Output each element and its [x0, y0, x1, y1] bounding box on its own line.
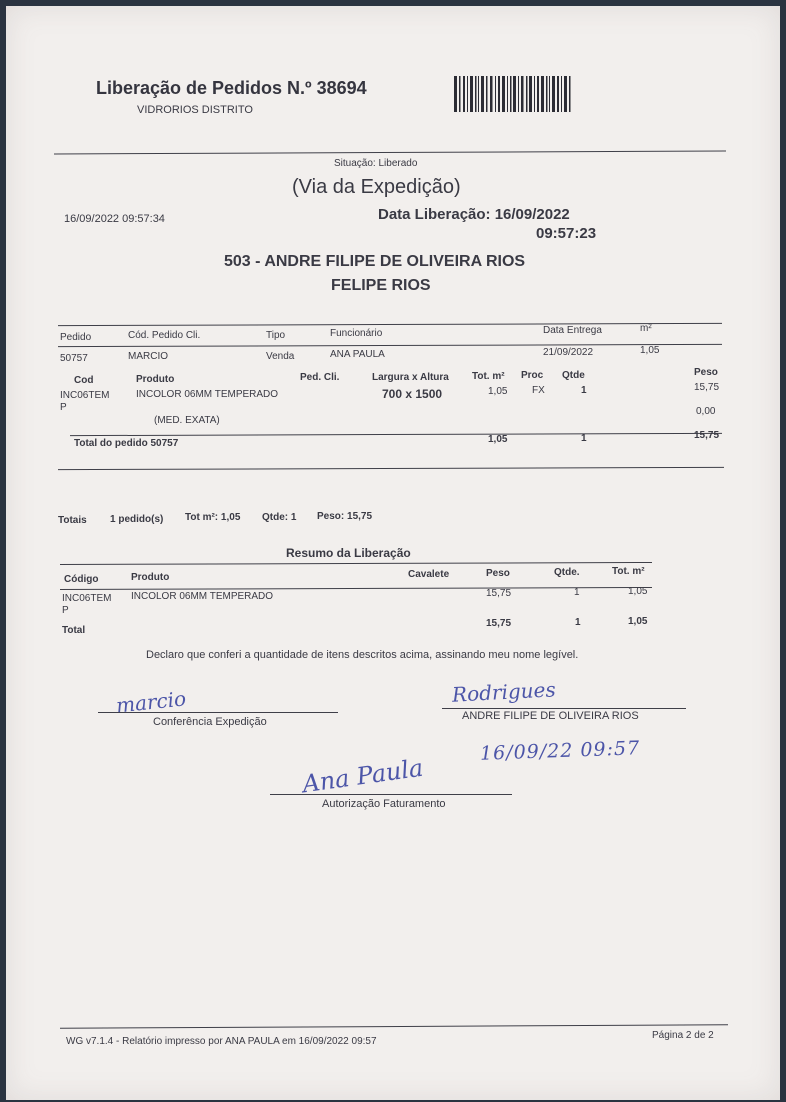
order-total-m2: 1,05 [488, 434, 508, 445]
item-note: (MED. EXATA) [154, 415, 220, 426]
summary-codigo: INC06TEM [62, 593, 112, 604]
release-date: Data Liberação: 16/09/2022 [378, 206, 570, 223]
client-name: 503 - ANDRE FILIPE DE OLIVEIRA RIOS [224, 253, 526, 270]
summary-peso: 15,75 [486, 588, 512, 599]
document-title: Liberação de Pedidos N.º 38694 [96, 78, 367, 98]
col-cod-pedido-cli: Cód. Pedido Cli. [128, 330, 201, 341]
summary-col-qtde: Qtde. [554, 567, 580, 578]
summary-tot-m2: 1,05 [628, 586, 648, 597]
document-page [6, 6, 780, 1100]
summary-total-qtde: 1 [575, 617, 581, 628]
footer-printed-by: WG v7.1.4 - Relatório impresso por ANA PAULA em 16/09/2022 09:57 [66, 1036, 377, 1047]
item-cod-cont: P [60, 402, 67, 413]
order-m2: 1,05 [640, 345, 660, 356]
item-qtde: 1 [581, 385, 587, 396]
col-data-entrega: Data Entrega [543, 325, 602, 336]
signature-conferencia: marcio [114, 686, 188, 718]
totals-qtde: Qtde: 1 [262, 512, 297, 523]
summary-total-label: Total [62, 625, 86, 636]
release-time: 09:57:23 [536, 225, 597, 242]
status-text: Situação: Liberado [334, 158, 418, 169]
col-pedido: Pedido [60, 332, 92, 343]
page-number: Página 2 de 2 [652, 1030, 714, 1041]
totals-pedidos: 1 pedido(s) [110, 514, 164, 525]
client-sign-line [442, 708, 686, 709]
client-short-name: FELIPE RIOS [331, 277, 431, 294]
order-total-peso: 15,75 [694, 430, 720, 441]
order-bottom-rule [58, 467, 724, 470]
order-pedido: 50757 [60, 353, 88, 364]
item-col-ped-cli: Ped. Cli. [300, 372, 340, 383]
handwritten-date: 16/09/22 09:57 [479, 737, 641, 765]
summary-codigo-cont: P [62, 605, 69, 616]
order-total-rule [70, 433, 722, 436]
item-col-cod: Cod [74, 375, 94, 386]
company-name: VIDRORIOS DISTRITO [137, 104, 253, 116]
autorizacao-sign-line [270, 794, 512, 795]
item-produto: INCOLOR 06MM TEMPERADO [136, 389, 279, 400]
autorizacao-label: Autorização Faturamento [322, 798, 446, 810]
client-sign-label: ANDRE FILIPE DE OLIVEIRA RIOS [462, 710, 639, 722]
order-funcionario: ANA PAULA [330, 349, 385, 360]
item-col-proc: Proc [521, 370, 544, 381]
summary-col-codigo: Código [64, 574, 99, 585]
header-divider [54, 151, 726, 155]
item-col-dimensions: Largura x Altura [372, 372, 449, 383]
item-proc: FX [532, 385, 545, 396]
summary-col-peso: Peso [486, 568, 510, 579]
order-total-label: Total do pedido 50757 [74, 438, 179, 449]
summary-title: Resumo da Liberação [286, 546, 411, 560]
copy-label: (Via da Expedição) [292, 176, 461, 198]
item-col-peso: Peso [694, 367, 718, 378]
summary-total-peso: 15,75 [486, 618, 512, 629]
declaration-text: Declaro que conferi a quantidade de itens descritos acima, assinando meu nome legível. [146, 649, 579, 661]
order-tipo: Venda [266, 351, 295, 362]
signature-client: Rodrigues [451, 677, 557, 707]
order-data-entrega: 21/09/2022 [543, 347, 594, 358]
totals-label: Totais [58, 515, 87, 526]
order-top-rule [58, 323, 722, 326]
summary-top-rule [60, 562, 652, 565]
summary-col-cavalete: Cavalete [408, 569, 450, 580]
order-cod-cli: MARCIO [128, 351, 168, 362]
col-m2: m² [640, 323, 652, 334]
order-header-rule [58, 344, 722, 347]
col-funcionario: Funcionário [330, 328, 383, 339]
order-total-qtde: 1 [581, 433, 587, 444]
totals-peso: Peso: 15,75 [317, 511, 373, 522]
summary-total-tot-m2: 1,05 [628, 616, 648, 627]
conferencia-sign-line [98, 712, 338, 713]
item-dimensions: 700 x 1500 [382, 387, 443, 401]
summary-produto: INCOLOR 06MM TEMPERADO [131, 591, 274, 602]
item-peso: 15,75 [694, 382, 720, 393]
item-col-tot-m2: Tot. m² [472, 371, 505, 382]
item-col-produto: Produto [136, 374, 175, 385]
totals-m2: Tot m²: 1,05 [185, 512, 241, 523]
summary-header-rule [60, 587, 652, 590]
item-col-qtde: Qtde [562, 370, 585, 381]
item-extra: 0,00 [696, 406, 716, 417]
printed-at: 16/09/2022 09:57:34 [64, 213, 165, 225]
summary-col-produto: Produto [131, 572, 170, 583]
summary-qtde: 1 [574, 587, 580, 598]
item-tot-m2: 1,05 [488, 386, 508, 397]
item-cod: INC06TEM [60, 390, 110, 401]
barcode [454, 76, 574, 112]
summary-col-tot-m2: Tot. m² [612, 566, 645, 577]
signature-autorizacao: Ana Paula [300, 753, 425, 799]
col-tipo: Tipo [266, 330, 286, 341]
footer-rule [60, 1024, 728, 1028]
conferencia-label: Conferência Expedição [153, 716, 267, 728]
